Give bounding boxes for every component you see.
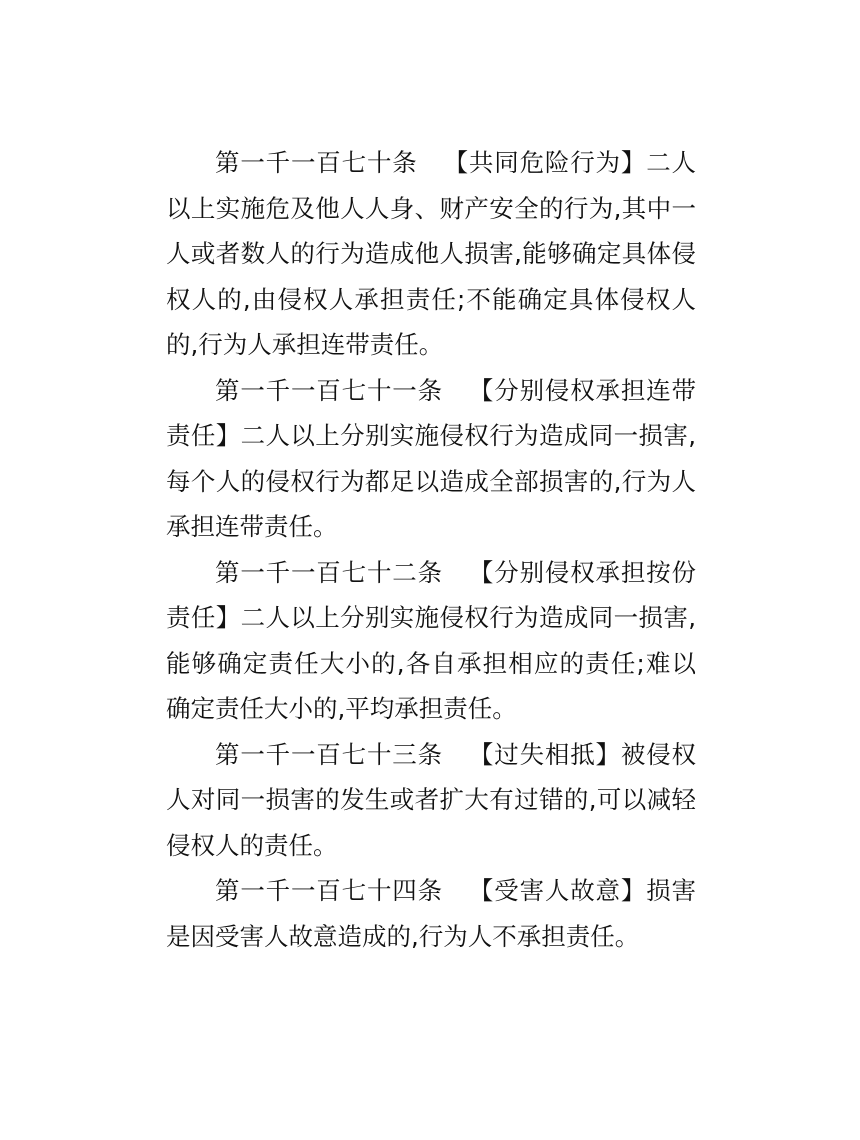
document-body — [166, 140, 696, 959]
article-title: 【过失相抵】 — [468, 739, 621, 769]
article-1173 — [166, 732, 696, 869]
article-number: 第一千一百七十三条 — [215, 739, 443, 769]
article-1171 — [166, 368, 696, 550]
article-title: 【分别侵权承担连带责任】 — [166, 375, 697, 450]
article-number: 第一千一百七十二条 — [215, 557, 443, 587]
article-title: 【共同危险行为】 — [443, 148, 647, 177]
article-text: 二人以上分别实施侵权行为造成同一损害,每个人的侵权行为都足以造成全部损害的,行为人承担连带责任。 — [166, 421, 696, 541]
article-1174 — [166, 868, 696, 959]
article-text: 二人以上实施危及他人人身、财产安全的行为,其中一人或者数人的行为造成他人损害,能够确定具体侵权人的,由侵权人承担责任;不能确定具体侵权人的,行为人承担连带责任。 — [166, 148, 697, 359]
article-1172 — [166, 550, 696, 732]
article-text: 二人以上分别实施侵权行为造成同一损害,能够确定责任大小的,各自承担相应的责任;难以确定责任大小的,平均承担责任。 — [166, 603, 696, 723]
article-number: 第一千一百七十四条 — [215, 876, 443, 905]
article-title: 【分别侵权承担按份责任】 — [166, 557, 697, 632]
article-number: 第一千一百七十一条 — [215, 375, 443, 405]
article-text: 损害是因受害人故意造成的,行为人不承担责任。 — [166, 876, 697, 951]
article-text: 被侵权人对同一损害的发生或者扩大有过错的,可以减轻侵权人的责任。 — [166, 739, 697, 860]
article-1170 — [166, 140, 696, 368]
article-title: 【受害人故意】 — [468, 876, 647, 905]
article-number: 第一千一百七十条 — [215, 148, 418, 177]
